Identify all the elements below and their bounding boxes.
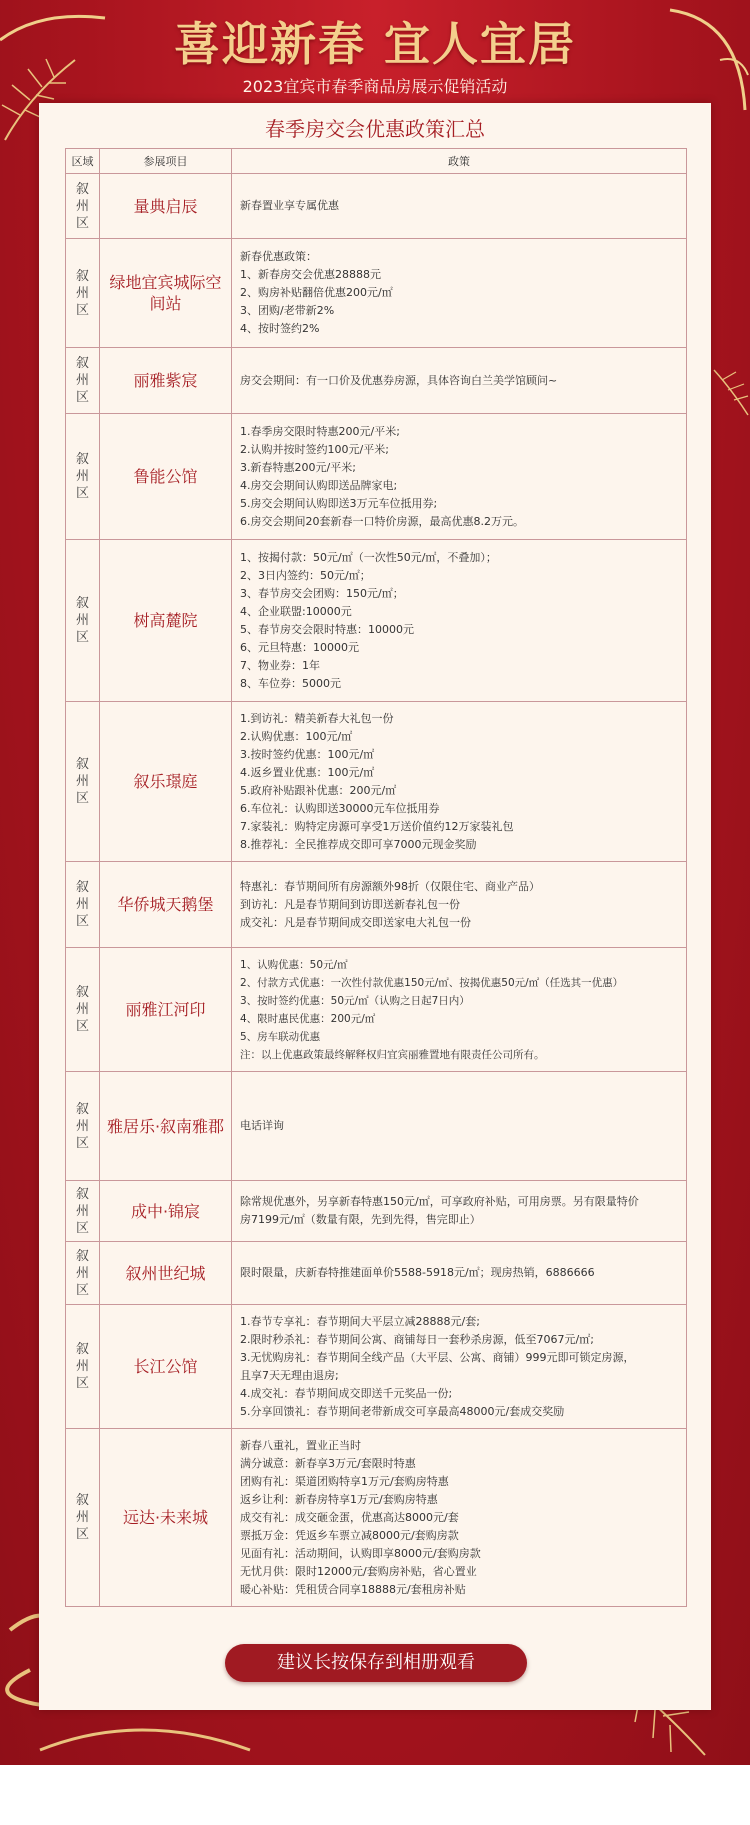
table-row: [66, 1242, 687, 1305]
policy-line: 2.认购优惠：100元/㎡: [240, 729, 353, 743]
policy-line: 2.限时秒杀礼：春节期间公寓、商铺每日一套秒杀房源，低至7067元/㎡;: [240, 1332, 594, 1346]
table-row: [66, 1429, 687, 1607]
policy-cell: [232, 1242, 687, 1305]
region-label: 叙州区: [75, 880, 89, 929]
region-cell: [66, 1072, 100, 1181]
policy-cell: [232, 414, 687, 540]
region-cell: [66, 702, 100, 862]
table-row: [66, 174, 687, 239]
column-header-project: 参展项目: [100, 149, 232, 174]
policy-line: 特惠礼：春节期间所有房源额外98折（仅限住宅、商业产品）: [240, 879, 540, 893]
policy-cell: [232, 1072, 687, 1181]
region-cell: [66, 540, 100, 702]
region-cell: [66, 1429, 100, 1607]
project-name: 绿地宜宾城际空间站: [100, 239, 232, 348]
region-label: 叙州区: [75, 452, 89, 501]
table-row: [66, 1305, 687, 1429]
region-label: 叙州区: [75, 1493, 89, 1542]
policy-line: 1.春季房交限时特惠200元/平米;: [240, 424, 400, 438]
policy-line: 3.按时签约优惠：100元/㎡: [240, 747, 375, 761]
policy-cell: [232, 1429, 687, 1607]
policy-line: 无忧月供：限时12000元/套购房补贴，省心置业: [240, 1564, 477, 1578]
policy-line: 票抵万金：凭返乡车票立减8000元/套购房款: [240, 1528, 459, 1542]
region-label: 叙州区: [75, 596, 89, 645]
policy-line: 暖心补贴：凭租赁合同享18888元/套租房补贴: [240, 1582, 466, 1596]
policy-line: 新春八重礼，置业正当时: [240, 1438, 361, 1452]
policy-line: 5.房交会期间认购即送3万元车位抵用券;: [240, 496, 438, 510]
policy-line: 注：以上优惠政策最终解释权归宜宾丽雅置地有限责任公司所有。: [240, 1048, 545, 1061]
policy-line: 满分诚意：新春享3万元/套限时特惠: [240, 1456, 416, 1470]
palm-leaf-right-icon: [712, 360, 750, 420]
policy-line: 4、企业联盟:10000元: [240, 604, 352, 618]
region-cell: [66, 1242, 100, 1305]
card-title: 春季房交会优惠政策汇总: [265, 117, 485, 141]
project-name: 雅居乐·叙南雅郡: [100, 1072, 232, 1181]
region-cell: [66, 1305, 100, 1429]
region-label: 叙州区: [75, 985, 89, 1034]
policy-line: 3.无忧购房礼：春节期间全线产品（大平层、公寓、商铺）999元即可锁定房源，: [240, 1350, 635, 1364]
policy-line: 3、春节房交会团购：150元/㎡；: [240, 586, 404, 600]
policy-table: [65, 148, 687, 1607]
policy-line: 4.房交会期间认购即送品牌家电;: [240, 478, 398, 492]
region-label: 叙州区: [75, 1248, 89, 1298]
policy-line: 4、限时惠民优惠：200元/㎡: [240, 1012, 376, 1025]
policy-line: 6、元旦特惠：10000元: [240, 640, 359, 654]
policy-line: 8.推荐礼：全民推荐成交即可享7000元现金奖励: [240, 837, 477, 851]
project-name: 叙州世纪城: [100, 1242, 232, 1305]
table-row: [66, 1072, 687, 1181]
policy-line: 6.车位礼：认购即送30000元车位抵用券: [240, 801, 440, 815]
policy-line: 2、购房补贴翻倍优惠200元/㎡: [240, 286, 393, 299]
page-subtitle: 2023宜宾市春季商品房展示促销活动: [242, 77, 508, 96]
policy-line: 1、新春房交会优惠28888元: [240, 268, 381, 281]
policy-line: 且享7天无理由退房;: [240, 1368, 339, 1382]
policy-line: 7、物业券：1年: [240, 658, 320, 672]
policy-line: 2、3日内签约：50元/㎡；: [240, 568, 371, 582]
project-name: 树高麓院: [100, 540, 232, 702]
policy-cell: [232, 239, 687, 348]
policy-line: 除常规优惠外，另享新春特惠150元/㎡，可享政府补贴，可用房票。另有限量特价: [240, 1195, 639, 1208]
project-name: 叙乐璟庭: [100, 702, 232, 862]
region-label: 叙州区: [75, 757, 89, 806]
policy-cell: [232, 1181, 687, 1242]
policy-line: 2.认购并按时签约100元/平米;: [240, 442, 389, 456]
project-name: 远达·未来城: [100, 1429, 232, 1607]
policy-line: 5、房车联动优惠: [240, 1030, 321, 1043]
policy-line: 1、认购优惠：50元/㎡: [240, 958, 348, 971]
project-name: 华侨城天鹅堡: [100, 862, 232, 948]
policy-line: 3.新春特惠200元/平米;: [240, 460, 356, 474]
policy-line: 3、团购/老带新2%: [240, 304, 335, 317]
region-cell: [66, 348, 100, 414]
policy-cell: [232, 702, 687, 862]
policy-line: 8、车位券：5000元: [240, 676, 341, 690]
policy-line: 1.到访礼：精美新春大礼包一份: [240, 711, 394, 725]
policy-line: 5.政府补贴跟补优惠：200元/㎡: [240, 783, 397, 797]
policy-line: 1.春节专享礼：春节期间大平层立减28888元/套;: [240, 1314, 480, 1328]
policy-line: 返乡让利：新春房特享1万元/套购房特惠: [240, 1492, 438, 1506]
save-to-album-button[interactable]: 建议长按保存到相册观看: [225, 1644, 527, 1682]
policy-line: 新春优惠政策：: [240, 250, 317, 263]
policy-line: 4.返乡置业优惠：100元/㎡: [240, 765, 375, 779]
project-name: 丽雅紫宸: [100, 348, 232, 414]
policy-line: 新春置业享专属优惠: [240, 199, 339, 212]
policy-line: 电话详询: [240, 1119, 284, 1132]
policy-line: 6.房交会期间20套新春一口特价房源，最高优惠8.2万元。: [240, 514, 524, 528]
region-cell: [66, 948, 100, 1072]
region-cell: [66, 239, 100, 348]
column-header-region: 区域: [66, 149, 100, 174]
policy-line: 2、付款方式优惠：一次性付款优惠150元/㎡、按揭优惠50元/㎡（任选其一优惠）: [240, 976, 624, 989]
region-label: 叙州区: [75, 268, 89, 318]
policy-line: 限时限量，庆新春特推建面单价5588-5918元/㎡；现房热销，6886666: [240, 1266, 595, 1279]
policy-cell: [232, 1305, 687, 1429]
policy-line: 房交会期间：有一口价及优惠券房源，具体咨询白兰美学馆顾问~: [240, 373, 558, 387]
policy-cell: [232, 174, 687, 239]
table-row: [66, 702, 687, 862]
table-row: [66, 239, 687, 348]
policy-line: 团购有礼：渠道团购特享1万元/套购房特惠: [240, 1474, 449, 1488]
policy-line: 到访礼：凡是春节期间到访即送新春礼包一份: [240, 897, 460, 911]
policy-line: 房7199元/㎡（数量有限，先到先得，售完即止）: [240, 1213, 481, 1226]
region-label: 叙州区: [75, 1101, 89, 1151]
policy-line: 3、按时签约优惠：50元/㎡（认购之日起7日内）: [240, 994, 470, 1007]
table-row: [66, 1181, 687, 1242]
table-row: [66, 414, 687, 540]
region-cell: [66, 174, 100, 239]
region-cell: [66, 414, 100, 540]
page-title: 喜迎新春 宜人宜居: [173, 17, 576, 71]
policy-line: 1、按揭付款：50元/㎡（一次性50元/㎡，不叠加）；: [240, 550, 497, 564]
policy-cell: [232, 540, 687, 702]
policy-line: 4.成交礼：春节期间成交即送千元奖品一份;: [240, 1386, 453, 1400]
region-cell: [66, 862, 100, 948]
region-label: 叙州区: [75, 1342, 89, 1391]
table-row: [66, 862, 687, 948]
region-label: 叙州区: [75, 356, 89, 405]
column-header-policy: 政策: [232, 149, 687, 174]
policy-line: 见面有礼：活动期间，认购即享8000元/套购房款: [240, 1546, 481, 1560]
policy-cell: [232, 348, 687, 414]
policy-card: [39, 103, 711, 1710]
policy-line: 5.分享回馈礼：春节期间老带新成交可享最高48000元/套成交奖励: [240, 1404, 565, 1418]
policy-line: 5、春节房交会限时特惠：10000元: [240, 622, 414, 636]
region-label: 叙州区: [75, 181, 89, 231]
region-label: 叙州区: [75, 1186, 89, 1236]
region-cell: [66, 1181, 100, 1242]
policy-line: 4、按时签约2%: [240, 322, 320, 335]
policy-cell: [232, 948, 687, 1072]
policy-line: 成交有礼：成交砸金蛋，优惠高达8000元/套: [240, 1510, 459, 1524]
project-name: 鲁能公馆: [100, 414, 232, 540]
project-name: 丽雅江河印: [100, 948, 232, 1072]
table-row: [66, 948, 687, 1072]
table-row: [66, 540, 687, 702]
project-name: 量典启辰: [100, 174, 232, 239]
policy-cell: [232, 862, 687, 948]
project-name: 成中·锦宸: [100, 1181, 232, 1242]
project-name: 长江公馆: [100, 1305, 232, 1429]
table-row: [66, 348, 687, 414]
policy-line: 7.家装礼：购特定房源可享受1万送价值约12万家装礼包: [240, 819, 514, 833]
table-header-row: [66, 149, 687, 174]
policy-line: 成交礼：凡是春节期间成交即送家电大礼包一份: [240, 915, 471, 929]
